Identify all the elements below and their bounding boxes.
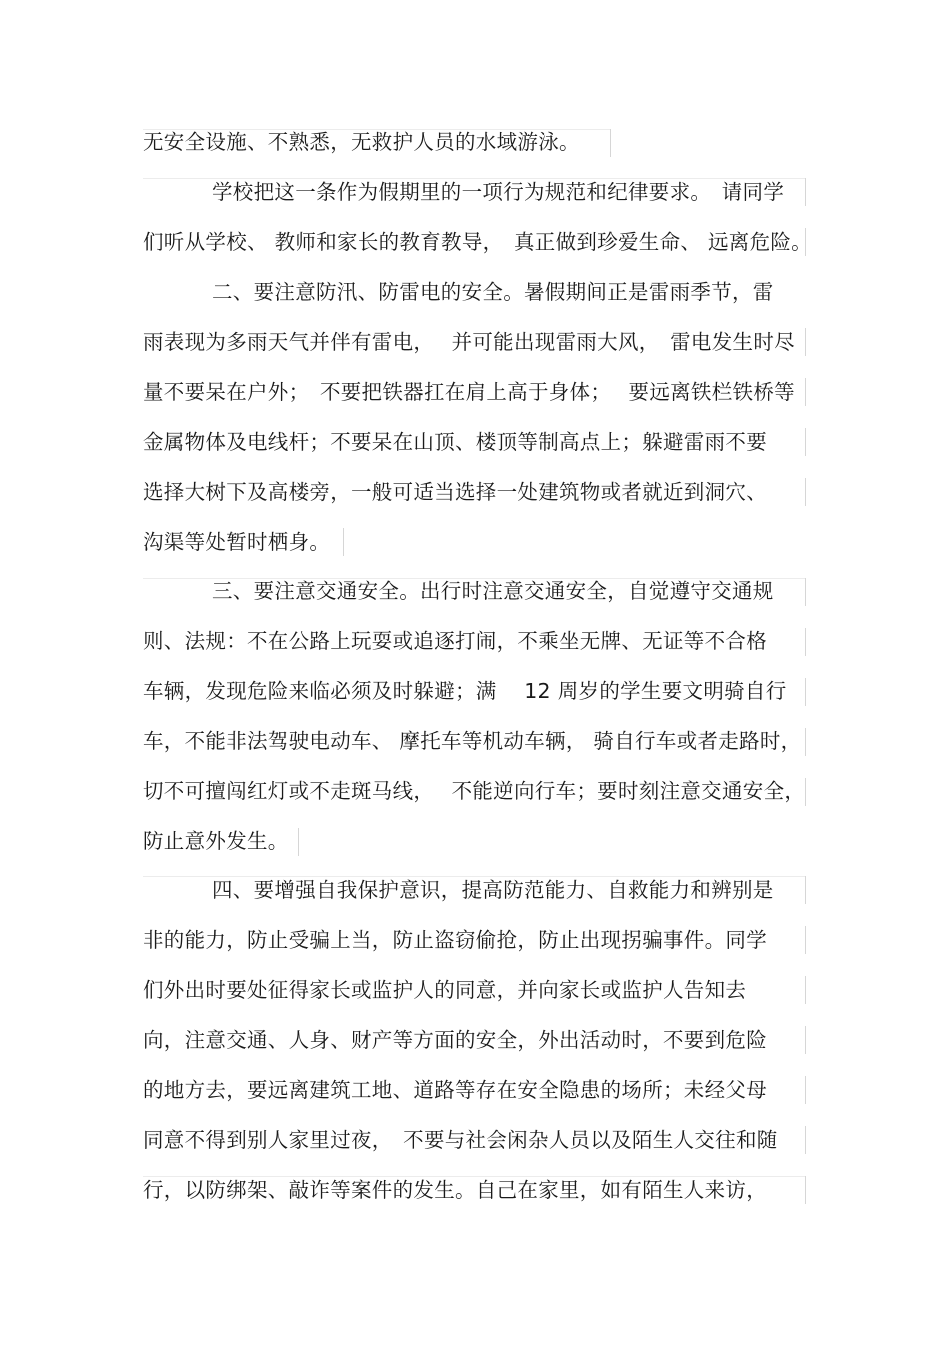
rule-artifact (805, 976, 806, 1004)
text-line: 车，不能非法驾驶电动车、 摩托车等机动车辆， 骑自行车或者走路时， (143, 729, 802, 753)
text-line: 向，注意交通、人身、财产等方面的安全，外出活动时，不要到危险 (143, 1028, 767, 1052)
rule-artifact (805, 428, 806, 456)
rule-artifact (805, 328, 806, 356)
rule-artifact (805, 926, 806, 954)
text-line: 同意不得到别人家里过夜， 不要与社会闲杂人员以及陌生人交往和随 (143, 1128, 778, 1152)
rule-artifact (610, 129, 611, 157)
paragraph-first-line: 三、要注意交通安全。出行时注意交通安全，自觉遵守交通规 (212, 579, 774, 603)
text-line: 无安全设施、不熟悉，无救护人员的水域游泳。 (143, 130, 580, 154)
rule-artifact (343, 528, 344, 556)
rule-artifact (805, 178, 806, 206)
rule-artifact (805, 876, 806, 904)
text-line: 切不可擅闯红灯或不走斑马线， 不能逆向行车；要时刻注意交通安全， (143, 779, 806, 803)
text-line: 的地方去，要远离建筑工地、道路等存在安全隐患的场所；未经父母 (143, 1078, 767, 1102)
paragraph-first-line: 学校把这一条作为假期里的一项行为规范和纪律要求。 请同学 (212, 180, 785, 204)
text-line: 非的能力，防止受骗上当，防止盗窃偷抢，防止出现拐骗事件。同学 (143, 928, 767, 952)
text-line: 车辆，发现危险来临必须及时躲避；满 12 周岁的学生要文明骑自行 (143, 679, 787, 703)
text-line: 则、法规：不在公路上玩耍或追逐打闹，不乘坐无牌、无证等不合格 (143, 629, 767, 653)
rule-artifact (805, 578, 806, 606)
rule-artifact (805, 378, 806, 406)
text-line: 金属物体及电线杆；不要呆在山顶、楼顶等制高点上；躲避雷雨不要 (143, 430, 767, 454)
rule-artifact (805, 628, 806, 656)
rule-artifact (805, 1176, 806, 1204)
text-line: 们外出时要处征得家长或监护人的同意，并向家长或监护人告知去 (143, 978, 747, 1002)
text-line: 雨表现为多雨天气并伴有雷电， 并可能出现雷雨大风， 雷电发生时尽 (143, 330, 795, 354)
text-line: 沟渠等处暂时栖身。 (143, 530, 331, 554)
paragraph-first-line: 四、要增强自我保护意识，提高防范能力、自救能力和辨别是 (212, 878, 774, 902)
text-line: 行，以防绑架、敲诈等案件的发生。自己在家里，如有陌生人来访， (143, 1178, 767, 1202)
rule-artifact (805, 1126, 806, 1154)
rule-artifact (805, 1076, 806, 1104)
rule-artifact (298, 828, 299, 856)
rule-artifact (805, 728, 806, 756)
paragraph-first-line: 二、要注意防汛、防雷电的安全。暑假期间正是雷雨季节，雷 (212, 280, 774, 304)
text-line: 们听从学校、 教师和家长的教育教导， 真正做到珍爱生命、 远离危险。 (143, 230, 812, 254)
text-line: 防止意外发生。 (143, 829, 289, 853)
rule-artifact (805, 478, 806, 506)
rule-artifact (805, 1026, 806, 1054)
text-line: 量不要呆在户外； 不要把铁器扛在肩上高于身体； 要远离铁栏铁桥等 (143, 380, 795, 404)
rule-artifact (805, 678, 806, 706)
text-line: 选择大树下及高楼旁，一般可适当选择一处建筑物或者就近到洞穴、 (143, 480, 767, 504)
